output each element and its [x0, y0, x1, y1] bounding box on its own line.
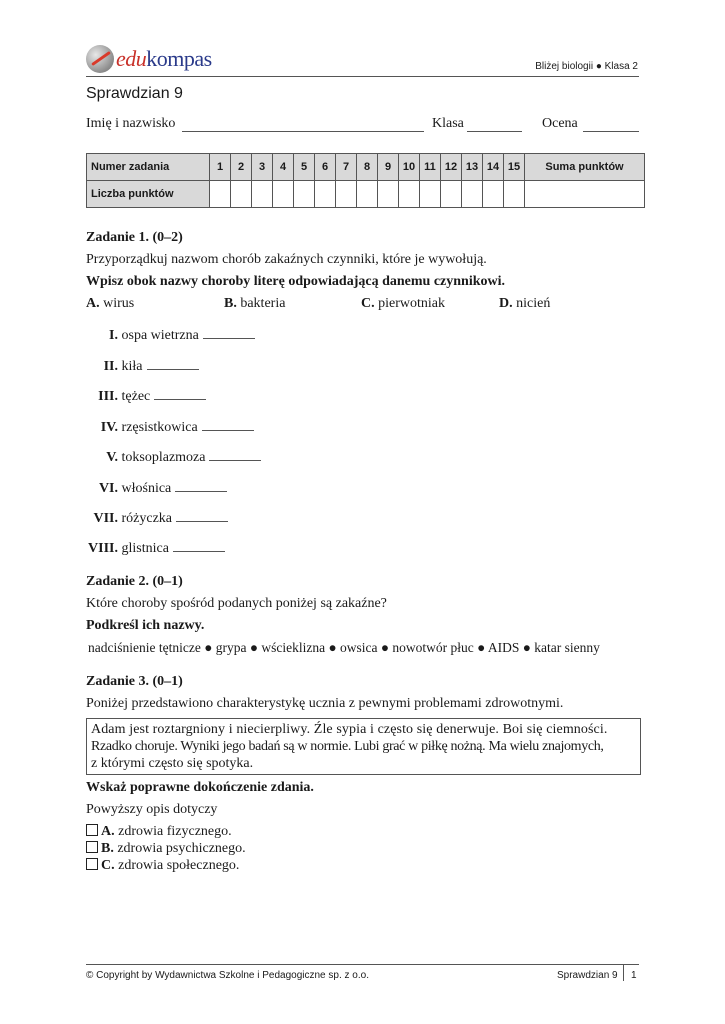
student-description-box — [86, 718, 641, 775]
grade-field[interactable] — [583, 131, 639, 132]
sum-header: Suma punktów — [525, 154, 645, 181]
task-number-cell: 12 — [441, 154, 462, 181]
score-table — [86, 153, 645, 208]
answer-blank[interactable] — [176, 509, 228, 522]
points-row — [87, 181, 645, 208]
answer-blank[interactable] — [202, 418, 254, 431]
task2-disease-list[interactable]: nadciśnienie tętnicze ● grypa ● wścieklizna ● owsica ● nowotwór płuc ● AIDS ● katar sienny — [88, 640, 600, 655]
task1-option: A. wirus — [86, 296, 135, 311]
task1-item: VII. różyczka — [84, 509, 228, 528]
task3-stem: Powyższy opis dotyczy — [86, 802, 218, 817]
name-field[interactable] — [182, 131, 424, 132]
student-info-row — [86, 116, 639, 138]
task-number-cell: 11 — [420, 154, 441, 181]
task-number-cell: 6 — [315, 154, 336, 181]
answer-option-b[interactable]: B. zdrowia psychicznego. — [86, 840, 246, 858]
task-number-row — [87, 154, 645, 181]
task-number-cell: 15 — [504, 154, 525, 181]
page-number: 1 — [631, 970, 637, 981]
task-number-cell: 8 — [357, 154, 378, 181]
points-cell[interactable] — [357, 181, 378, 208]
footer-separator — [623, 965, 624, 981]
compass-icon — [86, 45, 114, 73]
task1-item: IV. rzęsistkowica — [84, 418, 254, 437]
task3-intro: Poniżej przedstawiono charakterystykę ucznia z pewnymi problemami zdrowotnymi. — [86, 696, 564, 711]
task-number-cell: 2 — [231, 154, 252, 181]
task-number-cell: 5 — [294, 154, 315, 181]
description-line: Rzadko choruje. Wyniki jego badań są w normie. Lubi grać w piłkę nożną. Ma wielu znajomych, — [91, 739, 604, 754]
task1-intro: Przyporządkuj nazwom chorób zakaźnych czynniki, które je wywołują. — [86, 252, 487, 267]
task1-instruction: Wpisz obok nazwy choroby literę odpowiadającą danemu czynnikowi. — [86, 274, 505, 289]
task3-instruction: Wskaż poprawne dokończenie zdania. — [86, 780, 314, 795]
logo-kompas: kompas — [146, 46, 212, 71]
answer-blank[interactable] — [175, 479, 227, 492]
answer-blank[interactable] — [147, 357, 199, 370]
answer-blank[interactable] — [173, 539, 225, 552]
task-number-cell: 7 — [336, 154, 357, 181]
logo-edu: edu — [116, 46, 147, 71]
points-cell[interactable] — [273, 181, 294, 208]
task2-instruction: Podkreśl ich nazwy. — [86, 618, 205, 633]
points-cell[interactable] — [315, 181, 336, 208]
table-row-label: Liczba punktów — [87, 181, 210, 208]
points-cell[interactable] — [399, 181, 420, 208]
answer-option-a[interactable]: A. zdrowia fizycznego. — [86, 823, 232, 841]
points-cell[interactable] — [336, 181, 357, 208]
task3-heading: Zadanie 3. (0–1) — [86, 674, 183, 689]
header-subtitle: Bliżej biologii ● Klasa 2 — [535, 61, 638, 72]
description-line: Adam jest roztargniony i niecierpliwy. Źle sypia i często się denerwuje. Boi się ciemności. — [91, 722, 608, 737]
answer-blank[interactable] — [209, 448, 261, 461]
checkbox-icon[interactable] — [86, 824, 98, 836]
task-number-cell: 4 — [273, 154, 294, 181]
task1-item: II. kiła — [84, 357, 199, 376]
task1-heading: Zadanie 1. (0–2) — [86, 230, 183, 245]
points-cell[interactable] — [441, 181, 462, 208]
task1-option: D. nicień — [499, 296, 551, 311]
task1-option: B. bakteria — [224, 296, 286, 311]
points-cell[interactable] — [483, 181, 504, 208]
header-divider — [86, 76, 639, 77]
task2-intro: Które choroby spośród podanych poniżej są zakaźne? — [86, 596, 387, 611]
checkbox-icon[interactable] — [86, 841, 98, 853]
answer-option-c[interactable]: C. zdrowia społecznego. — [86, 857, 239, 875]
footer-copyright: © Copyright by Wydawnictwa Szkolne i Pedagogiczne sp. z o.o. — [86, 970, 369, 981]
sum-cell[interactable] — [525, 181, 645, 208]
task-number-cell: 9 — [378, 154, 399, 181]
points-cell[interactable] — [462, 181, 483, 208]
name-label: Imię i nazwisko — [86, 116, 176, 131]
task-number-cell: 13 — [462, 154, 483, 181]
task1-item: III. tężec — [84, 387, 206, 406]
answer-blank[interactable] — [203, 326, 255, 339]
description-line: z którymi często się spotyka. — [91, 756, 254, 771]
task-number-cell: 1 — [210, 154, 231, 181]
points-cell[interactable] — [378, 181, 399, 208]
class-label: Klasa — [432, 116, 464, 131]
checkbox-icon[interactable] — [86, 858, 98, 870]
page-title: Sprawdzian 9 — [86, 85, 183, 102]
class-field[interactable] — [467, 131, 522, 132]
task-number-cell: 14 — [483, 154, 504, 181]
task-number-cell: 10 — [399, 154, 420, 181]
answer-blank[interactable] — [154, 387, 206, 400]
footer-test-name: Sprawdzian 9 — [557, 970, 618, 981]
points-cell[interactable] — [294, 181, 315, 208]
footer-divider — [86, 964, 639, 965]
points-cell[interactable] — [231, 181, 252, 208]
task1-item: VIII. glistnica — [84, 539, 225, 558]
grade-label: Ocena — [542, 116, 578, 131]
points-cell[interactable] — [420, 181, 441, 208]
points-cell[interactable] — [210, 181, 231, 208]
task1-item: VI. włośnica — [84, 479, 227, 498]
task-number-cell: 3 — [252, 154, 273, 181]
edukompas-logo — [86, 44, 212, 74]
points-cell[interactable] — [504, 181, 525, 208]
table-row-label: Numer zadania — [87, 154, 210, 181]
task2-heading: Zadanie 2. (0–1) — [86, 574, 183, 589]
task1-item: V. toksoplazmoza — [84, 448, 261, 467]
points-cell[interactable] — [252, 181, 273, 208]
task1-option: C. pierwotniak — [361, 296, 445, 311]
task1-item: I. ospa wietrzna — [84, 326, 255, 345]
